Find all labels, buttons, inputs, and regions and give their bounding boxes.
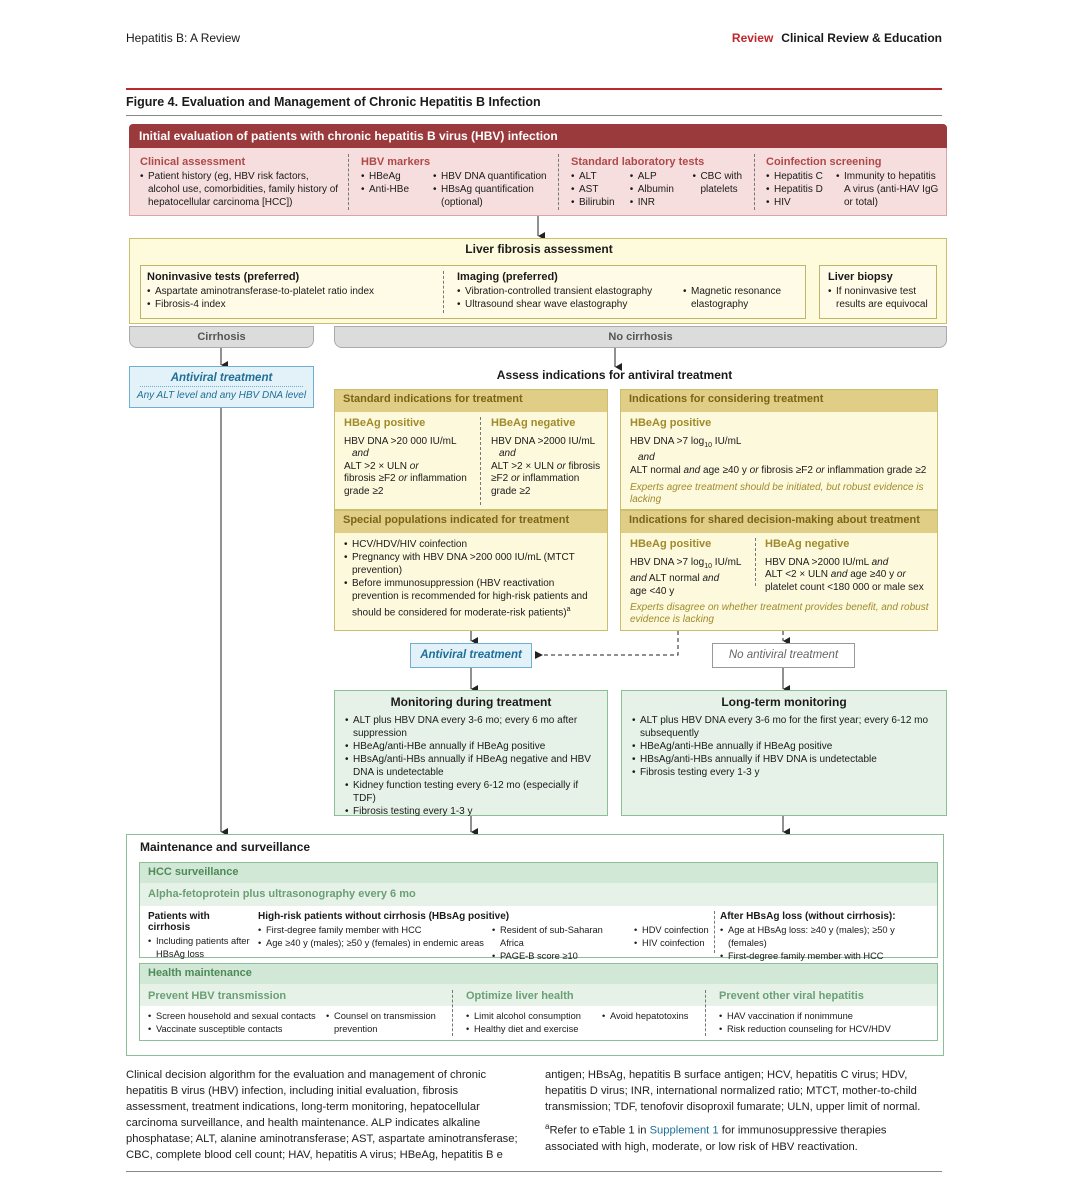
liver-biopsy-box [819,265,937,319]
criterion-or: or [510,473,520,484]
standard-indications [334,389,608,510]
list-item: • Anti-HBe [361,183,421,196]
high-risk-col1 [258,924,486,963]
noninvasive-list [147,285,437,311]
criterion-text: HBV DNA >2000 IU/mL [765,556,872,568]
list-item: • Immunity to hepatitis A virus (anti-HAV IgG or total) [836,170,944,209]
after-list [720,924,936,963]
optimize-col1 [466,1010,596,1036]
cirrhosis-branch: Cirrhosis [129,326,314,348]
list-item: • HDV coinfection [634,924,714,937]
criterion-text: ALT normal [646,573,703,584]
section-name: Clinical Review & Education [781,31,942,45]
list-item: • ALT plus HBV DNA every 3-6 mo; every 6 mo after suppression [345,714,599,740]
imaging-col1 [457,285,677,311]
list-item: • First-degree family member with HCC [720,950,936,963]
monitoring-during-treatment [334,690,608,816]
clinical-assessment-head: Clinical assessment [140,156,246,168]
criterion-or: or [749,464,759,476]
criterion-and: and [702,573,720,584]
coinfection-col1 [766,170,830,209]
considering-indications [620,389,938,510]
criterion-text: HBV DNA >7 log [630,556,705,568]
criterion-and: and [638,452,655,463]
antiviral-treatment-box [410,643,532,668]
criterion-text: HBV DNA >2000 IU/mL [491,435,596,447]
criterion-text: HBV DNA >7 log [630,435,705,447]
list-item: • Age at HBsAg loss: ≥40 y (males); ≥50 y (females) [720,924,936,950]
criterion-or: or [409,460,419,472]
after-head: After HBsAg loss (without cirrhosis): [720,911,896,922]
list-item: • First-degree family member with HCC [258,924,486,937]
list-item: • ALT plus HBV DNA every 3-6 mo for the first year; every 6-12 mo subsequently [632,714,938,740]
list-item: • HBsAg quantification (optional) [433,183,553,209]
standard-positive [344,417,472,498]
coinfection-head: Coinfection screening [766,156,882,168]
figure-title: Figure 4. Evaluation and Management of Chronic Hepatitis B Infection [126,95,541,109]
criterion-text: fibrosis ≥F2 [491,460,601,484]
monitoring-title: Monitoring during treatment [390,695,552,709]
criterion-and: and [871,556,889,568]
hbv-markers [361,156,556,209]
list-item: • Aspartate aminotransferase-to-platelet ratio index [147,285,437,298]
hcc-surveillance [139,862,938,961]
shared-note: Experts disagree on whether treatment provides benefit, and robust evidence is lacking [630,602,929,625]
cirrhosis-list [148,935,252,961]
criterion-text: IU/mL [712,556,742,568]
subscript: 10 [704,562,713,570]
review-label: Review [731,31,774,45]
caption-left: Clinical decision algorithm for the evaluation and management of chronic hepatitis B virus (HBV) infection, including initial evaluation, fibrosis assessment, treatment indications, long-term monitoring, hepatocellular carcinoma surveillance, and health maintenance. ALP indicates alkaline phosphatase; ALT, alanine aminotransferase; AST, aspartate aminotransferase; CBC, complete blood cell count; HAV, hepatitis A virus; HBeAg, hepatitis B e [126,1069,518,1161]
criterion-or: or [398,473,408,484]
imaging-tests [457,271,797,311]
assess-indications-title: Assess indications for antiviral treatment [496,368,733,382]
prevent-col1 [148,1010,320,1036]
criterion-text: inflammation grade ≥2 [491,473,580,497]
divider [714,911,715,953]
list-item: • Counsel on transmission prevention [326,1010,442,1036]
criterion-and: and [683,464,701,476]
footnote-marker: a [545,1122,550,1131]
fibrosis-assessment [129,238,947,324]
criterion-text: fibrosis ≥F2 [344,473,396,484]
list-item: • HBeAg [361,170,421,183]
prevent-head: Prevent HBV transmission [148,990,287,1002]
shared-decision-indications [620,510,938,631]
standard-negative [491,417,603,498]
list-item: • HBeAg/anti-HBe annually if HBeAg positive [632,740,938,753]
criterion-text: ALT <2 × ULN [765,569,831,580]
maintenance-title: Maintenance and surveillance [140,840,311,854]
optimize-liver-health [466,990,698,1036]
list-item: • Albumin [630,183,685,196]
antiviral-mid-label: Antiviral treatment [420,649,522,661]
list-item: • Fibrosis testing every 1-3 y [632,766,938,779]
list-item: • ALP [630,170,685,183]
list-item: • Magnetic resonance elastography [683,285,795,311]
biopsy-list [828,285,934,311]
criterion-text: age ≥40 y [847,569,897,580]
labs-col3 [692,170,751,209]
divider [452,990,453,1036]
considering-sub: HBeAg positive [630,417,712,429]
high-risk-head: High-risk patients without cirrhosis (HBsAg positive) [258,911,510,922]
considering-body [630,417,932,506]
caption-footnote [545,1119,943,1155]
labs-col1 [571,170,622,209]
list-item: • Including patients after HBsAg loss [148,935,252,961]
list-item: • Hepatitis C [766,170,830,183]
subscript: 10 [704,441,713,449]
list-item: • Patient history (eg, HBV risk factors, alcohol use, comorbidities, family history of hepatocellular carcinoma [HCC]) [140,170,340,209]
antiviral-left-sub: Any ALT level and any HBV DNA level [136,390,307,401]
noninvasive-tests [147,271,437,311]
criterion-text: ALT >2 × ULN [344,460,407,472]
shared-pos-head: HBeAg positive [630,538,712,550]
divider [443,271,444,313]
supplement-link[interactable]: Supplement 1 [649,1124,719,1137]
list-item: • HBeAg/anti-HBe annually if HBeAg positive [345,740,599,753]
list-item: • HIV coinfection [634,937,714,950]
list-item [344,577,602,619]
running-header: Hepatitis B: A Review [126,31,241,45]
list-item: • HBsAg/anti-HBs annually if HBeAg negative and HBV DNA is undetectable [345,753,599,779]
list-item: • Screen household and sexual contacts [148,1010,320,1023]
footnote-text: Refer to eTable 1 in [549,1124,650,1137]
antiviral-treatment-cirrhosis [129,366,314,408]
coinfection-screening [766,156,944,209]
standard-neg-head: HBeAg negative [491,417,576,429]
list-item: • Pregnancy with HBV DNA >200 000 IU/mL (MTCT prevention) [344,551,602,577]
longterm-title: Long-term monitoring [721,695,847,709]
fibrosis-tests-box [140,265,806,319]
list-item: • Vibration-controlled transient elastography [457,285,677,298]
list-item: • HBV DNA quantification [433,170,553,183]
markers-col1 [361,170,421,209]
antiviral-left-title: Antiviral treatment [140,372,303,387]
criterion-and: and [830,569,848,580]
clinical-list [140,170,340,209]
high-risk-col3 [634,924,714,963]
list-item: • Fibrosis-4 index [147,298,437,311]
standard-head: Standard indications for treatment [335,390,607,412]
prevent-col2 [326,1010,442,1036]
caption-right [545,1067,943,1155]
monitoring-list [345,714,599,818]
bottom-rule [126,1171,942,1172]
special-head: Special populations indicated for treatment [335,511,607,533]
criterion-text: IU/mL [712,435,742,447]
coinfection-col2 [836,170,944,209]
list-item: • Kidney function testing every 6-12 mo (especially if TDF) [345,779,599,805]
divider [558,154,559,210]
criterion-text: inflammation grade ≥2 [344,473,467,497]
longterm-list [632,714,938,779]
list-item: • If noninvasive test results are equivocal [828,285,934,311]
list-item: • Resident of sub-Saharan Africa [492,924,628,950]
labs-col2 [630,170,685,209]
long-term-monitoring [621,690,947,816]
high-risk-col2 [492,924,628,963]
noninvasive-head: Noninvasive tests (preferred) [147,271,300,283]
list-item: • HBsAg/anti-HBs annually if HBV DNA is undetectable [632,753,938,766]
high-risk-patients [258,911,718,963]
considering-note: Experts agree treatment should be initiated, but robust evidence is lacking [630,482,924,505]
after-hbsag-loss [720,911,936,963]
optimize-head: Optimize liver health [466,990,574,1002]
list-item: • Healthy diet and exercise [466,1023,596,1036]
special-list [344,538,602,619]
list-item: • HAV vaccination if nonimmune [719,1010,933,1023]
list-item: • CBC with platelets [692,170,751,196]
footnote-text: for immunosuppressive therapies associated with high, moderate, or low risk of HBV reactivation. [545,1124,887,1153]
shared-head: Indications for shared decision-making about treatment [621,511,937,533]
other-head: Prevent other viral hepatitis [719,990,864,1002]
shared-neg-head: HBeAg negative [765,538,850,550]
list-item: • HCV/HDV/HIV coinfection [344,538,602,551]
biopsy-head: Liver biopsy [828,271,893,283]
optimize-col2 [602,1010,698,1036]
criterion-or: or [556,460,566,472]
list-item: • Risk reduction counseling for HCV/HDV [719,1023,933,1036]
list-item: • Age ≥40 y (males); ≥50 y (females) in endemic areas [258,937,486,950]
criterion-or: or [815,464,825,476]
list-item: • Limit alcohol consumption [466,1010,596,1023]
health-head: Health maintenance [140,964,937,984]
no-cirrhosis-branch: No cirrhosis [334,326,947,348]
criterion-text: ALT >2 × ULN [491,460,554,472]
initial-evaluation-body [129,148,947,216]
maintenance-surveillance [126,834,944,1056]
criterion-text: inflammation grade ≥2 [824,464,927,476]
criterion-text: age ≥40 y [700,464,750,476]
prevent-hbv [148,990,448,1036]
markers-col2 [433,170,553,209]
shared-positive [630,538,752,598]
imaging-col2 [683,285,795,311]
list-item: • Bilirubin [571,196,622,209]
criterion-text: fibrosis ≥F2 [758,464,816,476]
list-item: • ALT [571,170,622,183]
hcc-head: HCC surveillance [140,863,937,883]
prevent-other-hepatitis [719,990,933,1036]
list-item: • Vaccinate susceptible contacts [148,1023,320,1036]
footnote-marker: a [566,606,571,613]
criterion-text: age <40 y [630,585,675,597]
hcc-sub: Alpha-fetoprotein plus ultrasonography every 6 mo [140,883,937,906]
list-item: • Fibrosis testing every 1-3 y [345,805,599,818]
list-item: • HIV [766,196,830,209]
list-item-text: Before immunosuppression (HBV reactivation prevention is recommended for high-risk patients and should be considered for moderate-risk patients) [352,578,588,619]
cirrhosis-head: Patients with cirrhosis [148,911,210,933]
shared-negative [765,538,935,594]
list-item: • Ultrasound shear wave elastography [457,298,677,311]
no-antiviral-treatment-box: No antiviral treatment [712,643,855,668]
clinical-assessment [140,156,340,209]
list-item: • INR [630,196,685,209]
criterion-and: and [499,448,516,459]
criterion-text: ALT normal [630,464,681,476]
dashed-shared-to-antiviral [536,631,678,655]
fibrosis-title: Liver fibrosis assessment [465,242,613,256]
hbv-markers-head: HBV markers [361,156,431,168]
other-list [719,1010,933,1036]
imaging-head: Imaging (preferred) [457,271,558,283]
divider [754,154,755,210]
criterion-or: or [896,569,906,580]
considering-head: Indications for considering treatment [621,390,937,412]
divider [480,417,481,505]
criterion-text: platelet count <180 000 or male sex [765,581,924,593]
caption-abbrev: antigen; HBsAg, hepatitis B surface antigen; HCV, hepatitis C virus; HDV, hepatitis D virus; INR, international normalized ratio; MTCT, mother-to-child transmission; TDF, tenofovir disoproxil fumarate; ULN, upper limit of normal. [545,1069,921,1113]
standard-pos-head: HBeAg positive [344,417,426,429]
divider [705,990,706,1036]
list-item: • Avoid hepatotoxins [602,1010,698,1023]
divider [348,154,349,210]
list-item: • PAGE-B score ≥10 [492,950,628,963]
criterion-and: and [630,573,647,584]
cirrhosis-patients [148,911,252,961]
divider [755,538,756,586]
criterion-text: HBV DNA >20 000 IU/mL [344,435,457,447]
initial-evaluation-title: Initial evaluation of patients with chronic hepatitis B virus (HBV) infection [129,124,947,148]
list-item: • AST [571,183,622,196]
criterion-and: and [352,448,369,459]
list-item: • Hepatitis D [766,183,830,196]
standard-labs [571,156,751,209]
standard-labs-head: Standard laboratory tests [571,156,705,168]
health-maintenance [139,963,938,1041]
special-populations [334,510,608,631]
